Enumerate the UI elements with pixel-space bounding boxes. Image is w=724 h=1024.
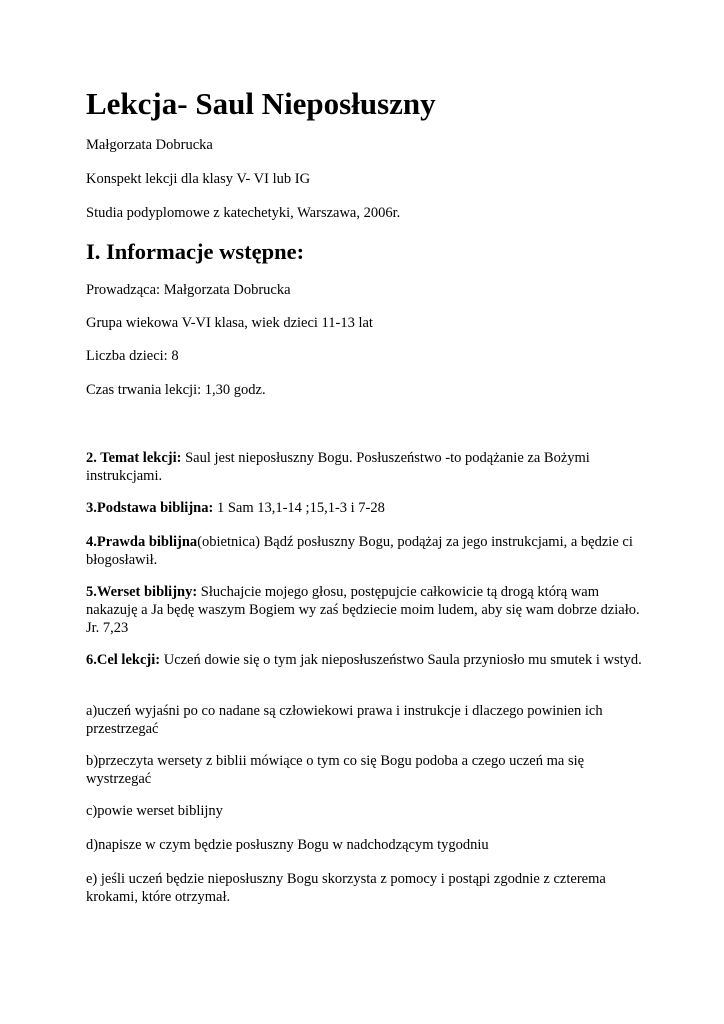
topic-label: 2. Temat lekcji: xyxy=(86,450,182,466)
topic-paragraph xyxy=(86,449,646,485)
section-heading: I. Informacje wstępne: xyxy=(86,239,305,264)
studies-line: Studia podyplomowe z katechetyki, Warszawa, 2006r. xyxy=(86,205,401,221)
author-line: Małgorzata Dobrucka xyxy=(86,137,213,153)
goal-d: d)napisze w czym będzie posłuszny Bogu w nadchodzącym tygodniu xyxy=(86,837,489,853)
goal-paragraph xyxy=(86,651,646,669)
goal-b: b)przeczyta wersety z biblii mówiące o tym co się Bogu podoba a czego uczeń ma się wystrzegać xyxy=(86,753,585,787)
verse-text: Słuchajcie mojego głosu, postępujcie całkowicie tą drogą którą wam nakazuję a Ja będę waszym Bogiem wy zaś będziecie moim ludem, aby się wam dobrze działo. Jr. 7,23 xyxy=(86,584,640,636)
goal-e: e) jeśli uczeń będzie nieposłuszny Bogu skorzysta z pomocy i postąpi zgodnie z czterema krokami, które otrzymał. xyxy=(86,871,606,905)
group-line: Grupa wiekowa V-VI klasa, wiek dzieci 11-13 lat xyxy=(86,315,373,331)
truth-text: (obietnica) Bądź posłuszny Bogu, podążaj za jego instrukcjami, a będzie ci błogosławił. xyxy=(86,534,633,568)
subtitle-line: Konspekt lekcji dla klasy V- VI lub IG xyxy=(86,171,311,187)
goal-c: c)powie werset biblijny xyxy=(86,803,223,819)
basis-text: 1 Sam 13,1-14 ;15,1-3 i 7-28 xyxy=(213,500,385,516)
duration-line: Czas trwania lekcji: 1,30 godz. xyxy=(86,382,266,398)
goal-label: 6.Cel lekcji: xyxy=(86,652,161,668)
truth-paragraph xyxy=(86,533,646,569)
page-title: Lekcja- Saul Nieposłuszny xyxy=(86,86,436,121)
basis-paragraph xyxy=(86,499,646,517)
topic-text: Saul jest nieposłuszny Bogu. Posłuszeństwo -to podążanie za Bożymi instrukcjami. xyxy=(86,450,590,484)
lead-line: Prowadząca: Małgorzata Dobrucka xyxy=(86,282,291,298)
truth-label: 4.Prawda biblijna xyxy=(86,534,198,550)
basis-label: 3.Podstawa biblijna: xyxy=(86,500,214,516)
goal-text: Uczeń dowie się o tym jak nieposłuszeństwo Saula przyniosło mu smutek i wstyd. xyxy=(160,652,642,668)
verse-label: 5.Werset biblijny: xyxy=(86,584,198,600)
count-line: Liczba dzieci: 8 xyxy=(86,348,179,364)
verse-paragraph xyxy=(86,583,646,637)
goal-a: a)uczeń wyjaśni po co nadane są człowiekowi prawa i instrukcje i dlaczego powinien ich przestrzegać xyxy=(86,703,603,737)
